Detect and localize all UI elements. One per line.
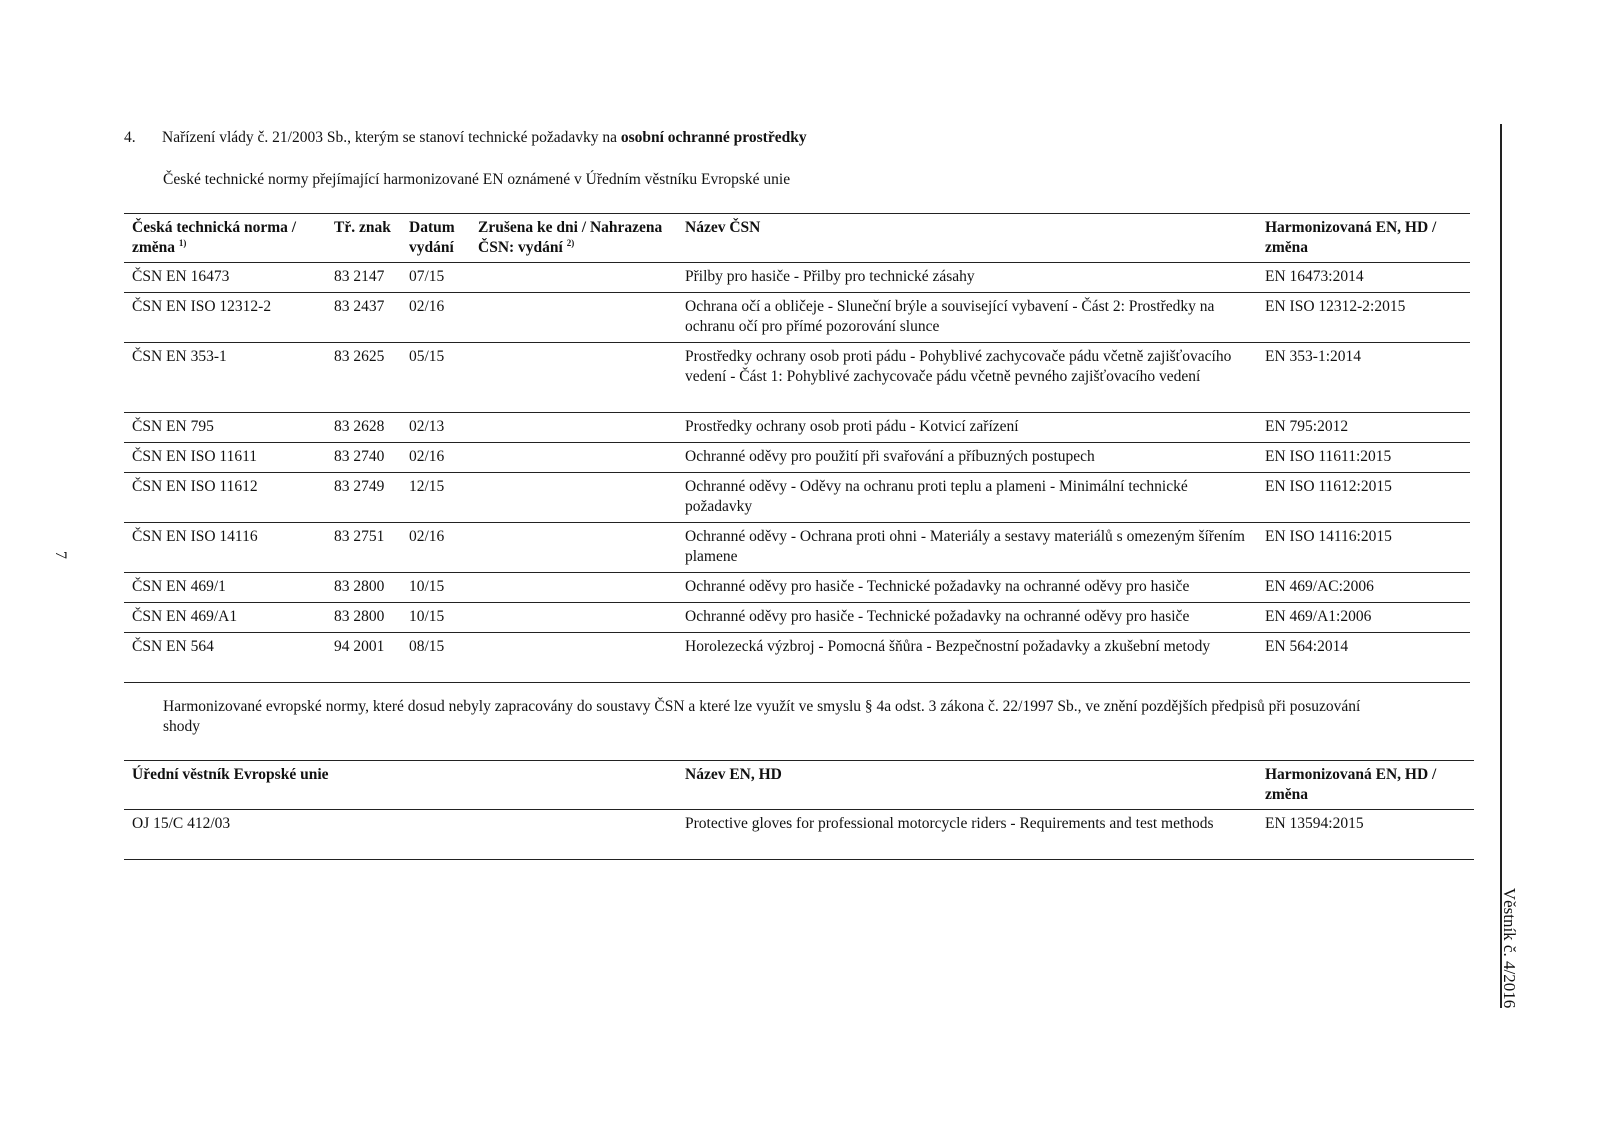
col-header-harmonized: Harmonizovaná EN, HD / změna (1265, 219, 1437, 256)
journal-issue-label: Věstník č. 4/2016 (1500, 887, 1519, 1009)
table1-caption: České technické normy přejímající harmonizované EN oznámené v Úředním věstníku Evropské unie (163, 171, 791, 188)
cell-date: 02/16 (409, 298, 445, 315)
cell-norm: ČSN EN ISO 14116 (132, 528, 258, 545)
cell-norm: ČSN EN 564 (132, 638, 214, 655)
cell-norm: ČSN EN 469/A1 (132, 608, 238, 625)
cell-replaced (470, 443, 677, 473)
cell-title: Ochranné oděvy pro použití při svařování a příbuzných postupech (685, 448, 1095, 465)
cell-norm: ČSN EN ISO 12312-2 (132, 298, 272, 315)
cell-harmonized: EN 795:2012 (1265, 418, 1349, 435)
section-heading (124, 128, 1424, 148)
cell-harmonized: EN 564:2014 (1265, 638, 1349, 655)
cell-replaced (470, 473, 677, 523)
cell-class: 83 2628 (334, 418, 385, 435)
cell-title: Prostředky ochrany osob proti pádu - Pohyblivé zachycovače pádu včetně zajišťovacího vedení - Část 1: Pohyblivé zachycovače pádu včetně pevného zajišťovacího vedení (685, 348, 1232, 385)
cell-class: 83 2147 (334, 268, 385, 285)
col-header-harmonized: Harmonizovaná EN, HD / změna (1265, 766, 1437, 803)
unadopted-standards-note: Harmonizované evropské normy, které dosud nebyly zapracovány do soustavy ČSN a které lze využít ve smyslu § 4a odst. 3 zákona č. 22/1997 Sb., ve znění pozdějších předpisů při posuzování shody (163, 698, 1361, 735)
cell-norm: ČSN EN 16473 (132, 268, 230, 285)
cell-replaced (470, 263, 677, 293)
col-header-date: Datum vydání (409, 219, 455, 256)
cell-replaced (470, 293, 677, 343)
table-row (124, 573, 1470, 603)
table-row (124, 293, 1470, 343)
harmonized-standards-table (124, 213, 1470, 683)
col-header-replaced: Zrušena ke dni / Nahrazena ČSN: vydání $^{2)}$ (478, 219, 663, 256)
cell-replaced (470, 633, 677, 683)
cell-replaced (470, 343, 677, 413)
cell-harmonized: EN ISO 11611:2015 (1265, 448, 1392, 465)
table-row (124, 633, 1470, 683)
cell-title: Ochranné oděvy pro hasiče - Technické požadavky na ochranné oděvy pro hasiče (685, 578, 1190, 595)
cell-title: Ochrana očí a obličeje - Sluneční brýle a související vybavení - Část 2: Prostředky na ochranu očí pro přímé pozorování slunce (685, 298, 1215, 335)
cell-class: 83 2751 (334, 528, 385, 545)
cell-harmonized: EN 469/AC:2006 (1265, 578, 1374, 595)
cell-title: Přilby pro hasiče - Přilby pro technické zásahy (685, 268, 975, 285)
cell-harmonized: EN 16473:2014 (1265, 268, 1364, 285)
table-row (124, 473, 1470, 523)
col-header-journal: Úřední věstník Evropské unie (132, 766, 329, 783)
cell-date: 10/15 (409, 608, 445, 625)
cell-harmonized: EN ISO 14116:2015 (1265, 528, 1392, 545)
cell-date: 02/16 (409, 528, 445, 545)
unadopted-standards-table (124, 760, 1474, 860)
cell-title: Protective gloves for professional motorcycle riders - Requirements and test methods (685, 815, 1214, 832)
cell-class: 83 2749 (334, 478, 385, 495)
cell-title: Horolezecká výzbroj - Pomocná šňůra - Bezpečnostní požadavky a zkušební metody (685, 638, 1211, 655)
cell-date: 05/15 (409, 348, 445, 365)
cell-harmonized: EN 13594:2015 (1265, 815, 1364, 832)
table-header-row (124, 214, 1470, 263)
cell-replaced (470, 523, 677, 573)
cell-norm: ČSN EN 353-1 (132, 348, 227, 365)
margin-rule (1500, 124, 1502, 1008)
section-heading-bold: osobní ochranné prostředky (620, 129, 807, 146)
table-row (124, 810, 1474, 860)
table-row (124, 523, 1470, 573)
cell-harmonized: EN 469/A1:2006 (1265, 608, 1372, 625)
cell-norm: ČSN EN ISO 11612 (132, 478, 258, 495)
cell-date: 07/15 (409, 268, 445, 285)
col-header-title: Název ČSN (685, 219, 761, 236)
cell-class: 83 2800 (334, 608, 385, 625)
table-header-row (124, 761, 1474, 810)
cell-title: Ochranné oděvy - Ochrana proti ohni - Materiály a sestavy materiálů s omezeným šířením plamene (685, 528, 1245, 565)
cell-journal: OJ 15/C 412/03 (132, 815, 231, 832)
cell-date: 12/15 (409, 478, 445, 495)
section-number: 4. (124, 129, 136, 146)
cell-title: Prostředky ochrany osob proti pádu - Kotvicí zařízení (685, 418, 1019, 435)
cell-norm: ČSN EN 469/1 (132, 578, 226, 595)
col-header-class: Tř. znak (334, 219, 391, 236)
cell-date: 02/13 (409, 418, 445, 435)
cell-replaced (470, 573, 677, 603)
table-row (124, 413, 1470, 443)
cell-class: 94 2001 (334, 638, 385, 655)
cell-class: 83 2625 (334, 348, 385, 365)
col-header-title: Název EN, HD (685, 766, 782, 783)
cell-class: 83 2437 (334, 298, 385, 315)
cell-title: Ochranné oděvy pro hasiče - Technické požadavky na ochranné oděvy pro hasiče (685, 608, 1190, 625)
cell-date: 02/16 (409, 448, 445, 465)
cell-class: 83 2800 (334, 578, 385, 595)
table-row (124, 343, 1470, 413)
table-row (124, 443, 1470, 473)
table-row (124, 263, 1470, 293)
table-row (124, 603, 1470, 633)
page-number: 7 (52, 551, 69, 559)
cell-date: 10/15 (409, 578, 445, 595)
cell-harmonized: EN 353-1:2014 (1265, 348, 1362, 365)
cell-title: Ochranné oděvy - Oděvy na ochranu proti teplu a plameni - Minimální technické požadavky (685, 478, 1188, 515)
cell-norm: ČSN EN ISO 11611 (132, 448, 258, 465)
cell-harmonized: EN ISO 12312-2:2015 (1265, 298, 1406, 315)
cell-replaced (470, 413, 677, 443)
cell-date: 08/15 (409, 638, 445, 655)
section-heading-text: Nařízení vlády č. 21/2003 Sb., kterým se stanoví technické požadavky na (162, 129, 621, 146)
cell-norm: ČSN EN 795 (132, 418, 214, 435)
cell-replaced (470, 603, 677, 633)
col-header-norm: Česká technická norma / změna $^{1)}$ (132, 219, 297, 256)
cell-class: 83 2740 (334, 448, 385, 465)
cell-harmonized: EN ISO 11612:2015 (1265, 478, 1392, 495)
